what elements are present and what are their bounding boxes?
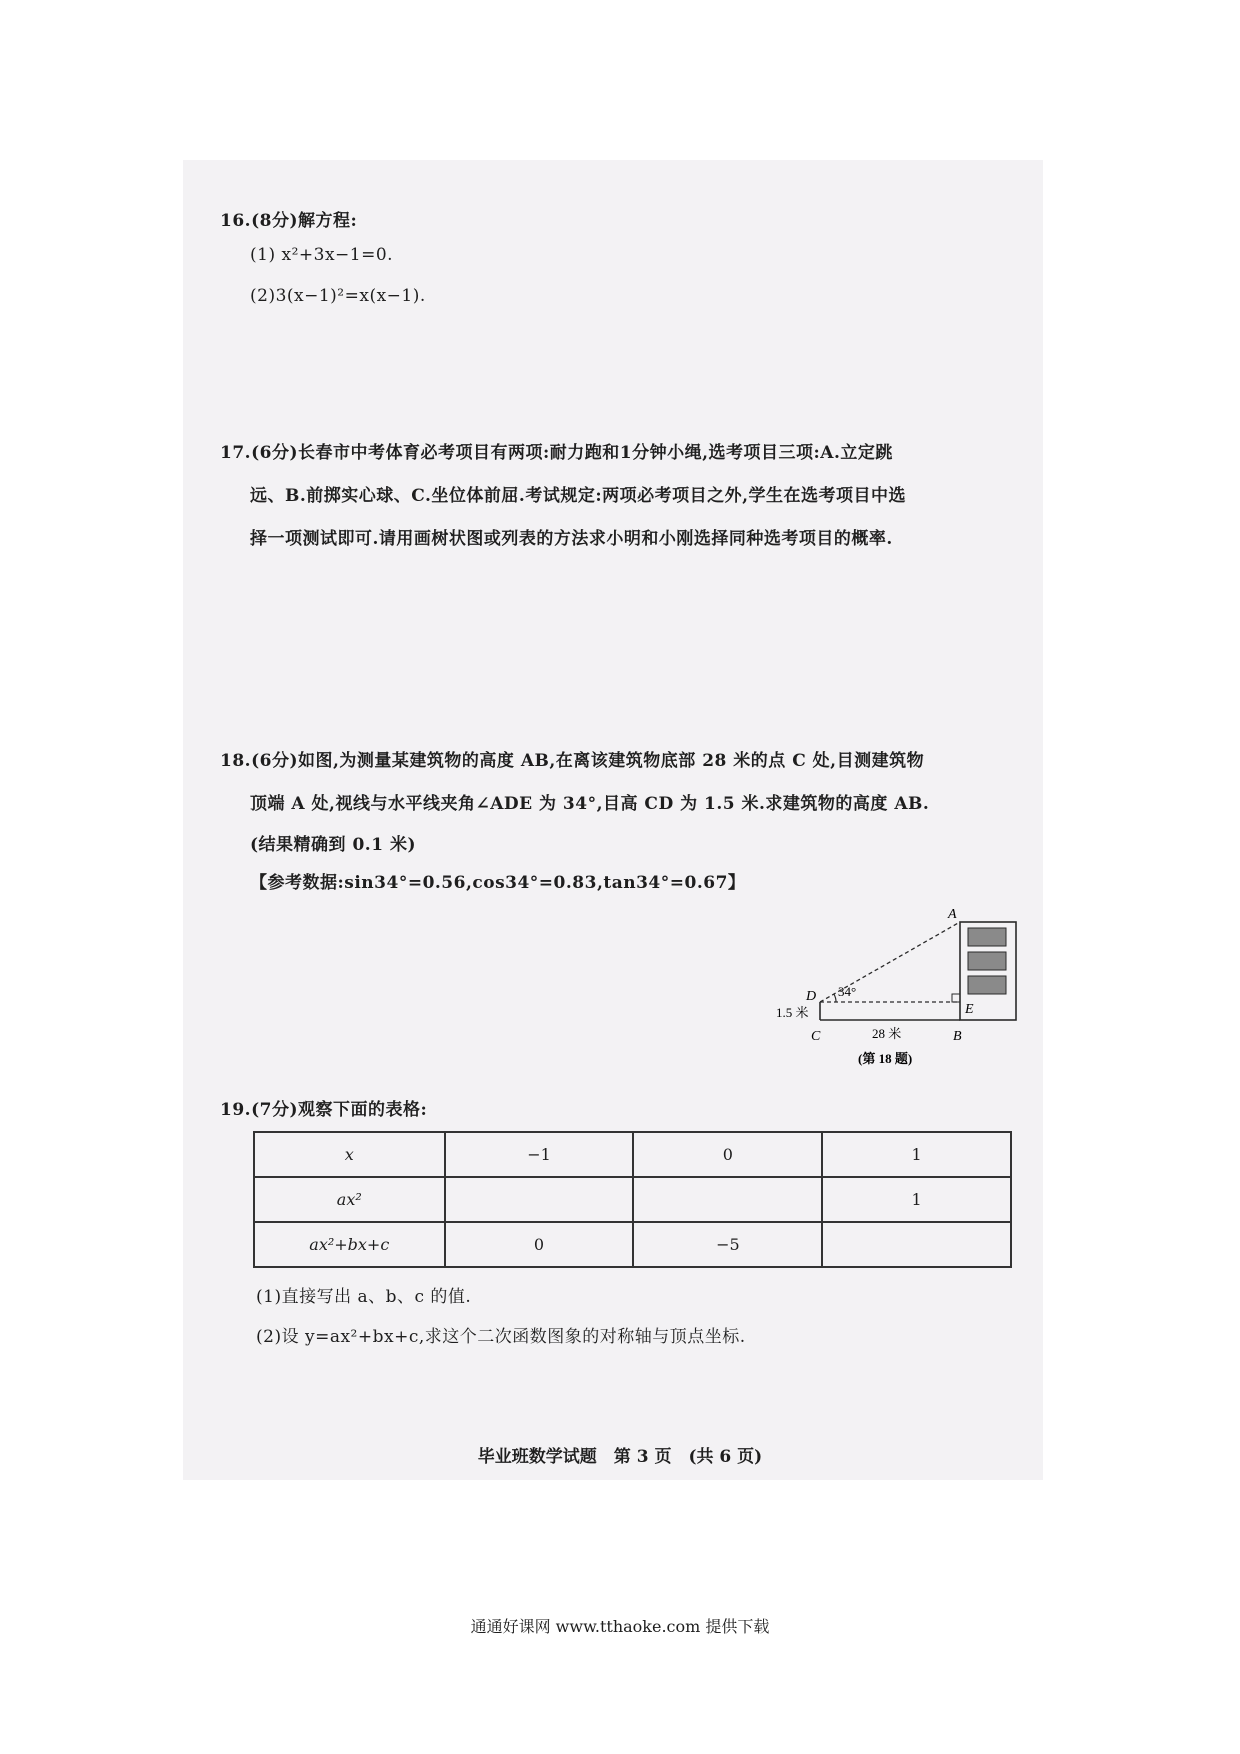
q18-line1: 18.(6分)如图,为测量某建筑物的高度 AB,在离该建筑物底部 28 米的点 C 处,目测建筑物: [220, 751, 925, 771]
table-row: [254, 1132, 1011, 1177]
figure-caption: (第 18 题): [858, 1051, 913, 1066]
table-row: [254, 1222, 1011, 1267]
table-cell: −1: [445, 1132, 634, 1177]
angle-label: 34°: [838, 984, 857, 999]
q17-line3: 择一项测试即可.请用画树状图或列表的方法求小明和小刚选择同种选考项目的概率.: [250, 529, 893, 549]
page-footer: 毕业班数学试题 第 3 页 (共 6 页): [477, 1447, 763, 1467]
source-watermark: 通通好课网 www.tthaoke.com 提供下载: [470, 1617, 770, 1636]
q17-line2: 远、B.前掷实心球、C.坐位体前屈.考试规定:两项必考项目之外,学生在选考项目中选: [250, 486, 907, 506]
label-e: E: [965, 1002, 974, 1017]
table-cell: 0: [633, 1132, 822, 1177]
q16-part1: (1) x²+3x−1=0.: [250, 245, 394, 265]
q18-line3: (结果精确到 0.1 米): [250, 835, 416, 855]
building-window: [968, 976, 1006, 994]
table-cell: ax²: [254, 1177, 445, 1222]
building-window: [968, 952, 1006, 970]
q18-figure: [776, 900, 1040, 1075]
q16-part2: (2)3(x−1)²=x(x−1).: [250, 286, 426, 306]
q19-title: 19.(7分)观察下面的表格:: [220, 1100, 428, 1120]
table-cell: −5: [633, 1222, 822, 1267]
label-a: A: [948, 907, 957, 922]
angle-arc: [834, 994, 836, 1002]
label-c: C: [811, 1029, 821, 1044]
table-cell: 0: [445, 1222, 634, 1267]
q18-reference-data: 【参考数据:sin34°=0.56,cos34°=0.83,tan34°=0.67】: [250, 873, 746, 893]
label-d: D: [806, 989, 817, 1004]
table-cell: x: [254, 1132, 445, 1177]
q16-title: 16.(8分)解方程:: [220, 211, 358, 231]
distance-label: 28 米: [872, 1026, 902, 1041]
q19-part1: (1)直接写出 a、b、c 的值.: [256, 1287, 472, 1307]
table-row: [254, 1177, 1011, 1222]
right-angle-mark: [952, 994, 960, 1002]
height-label: 1.5 米: [776, 1005, 809, 1020]
q18-line2: 顶端 A 处,视线与水平线夹角∠ADE 为 34°,目高 CD 为 1.5 米.求建筑物的高度 AB.: [250, 794, 930, 814]
table-cell: [445, 1177, 634, 1222]
q19-part2: (2)设 y=ax²+bx+c,求这个二次函数图象的对称轴与顶点坐标.: [256, 1327, 746, 1347]
label-b: B: [953, 1029, 962, 1044]
table-cell: [822, 1222, 1011, 1267]
observation-table: [253, 1131, 1012, 1268]
table-cell: [633, 1177, 822, 1222]
table-cell: 1: [822, 1177, 1011, 1222]
table-cell: 1: [822, 1132, 1011, 1177]
q17-line1: 17.(6分)长春市中考体育必考项目有两项:耐力跑和1分钟小绳,选考项目三项:A.立定跳: [220, 443, 893, 463]
building-window: [968, 928, 1006, 946]
table-cell: ax²+bx+c: [254, 1222, 445, 1267]
